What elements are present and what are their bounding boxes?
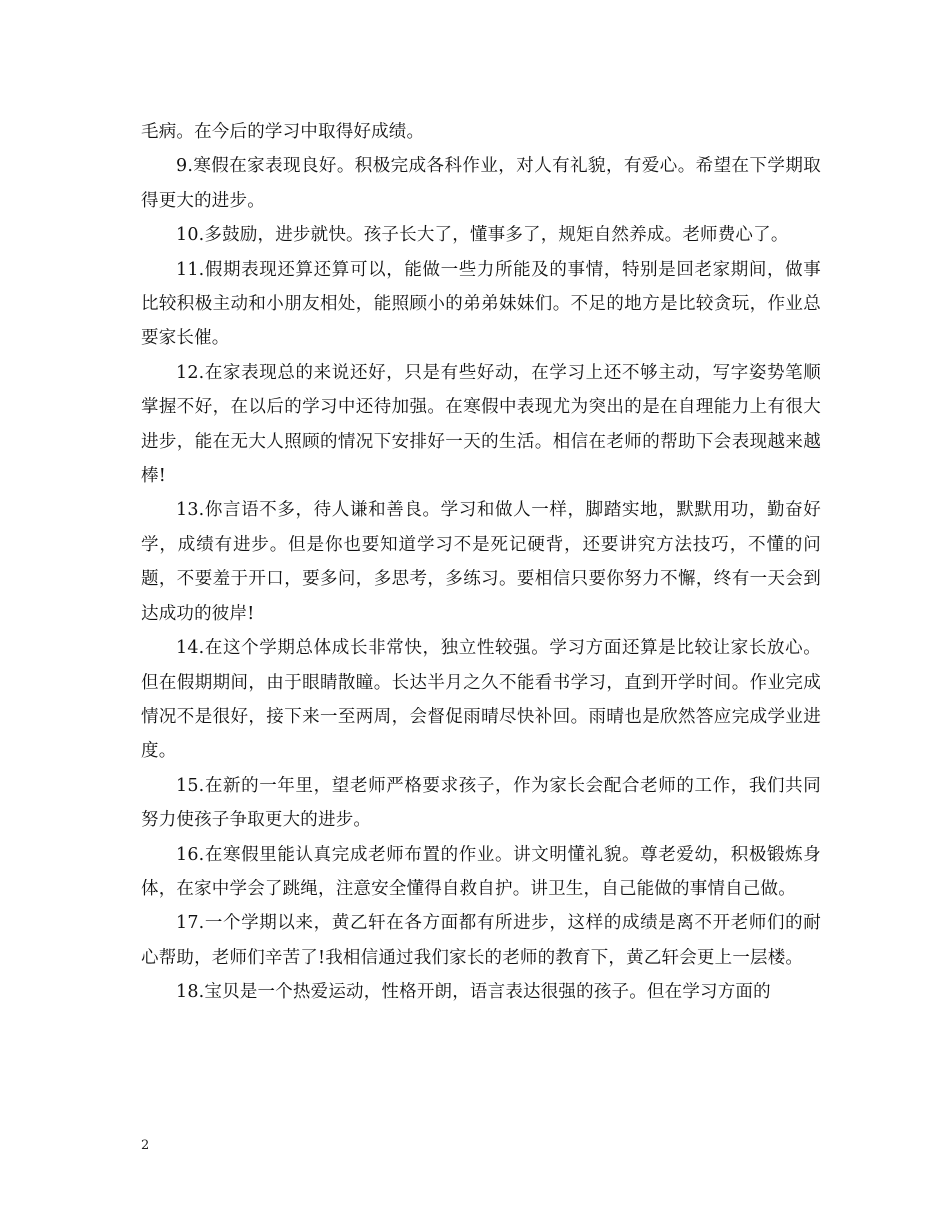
paragraph-item-10: 10.多鼓励，进步就快。孩子长大了，懂事多了，规矩自然养成。老师费心了。: [176, 225, 789, 246]
paragraph-item-16: 16.在寒假里能认真完成老师布置的作业。讲文明懂礼貌。尊老爱幼，积极锻炼身体，在家中学会了跳绳，注意安全懂得自救自护。讲卫生，自己能做的事情自己做。: [141, 844, 821, 899]
paragraph-item-9: 9.寒假在家表现良好。积极完成各科作业，对人有礼貌，有爱心。希望在下学期取得更大的进步。: [141, 156, 821, 211]
document-body: [141, 115, 821, 1010]
page-number: 2: [141, 1138, 150, 1153]
paragraph-item-13: 13.你言语不多，待人谦和善良。学习和做人一样，脚踏实地，默默用功，勤奋好学，成绩有进步。但是你也要知道学习不是死记硬背，还要讲究方法技巧，不懂的问题，不要羞于开口，要多问，多思考，多练习。要相信只要你努力不懈，终有一天会到达成功的彼岸!: [141, 500, 821, 624]
paragraph-item-15: 15.在新的一年里，望老师严格要求孩子，作为家长会配合老师的工作，我们共同努力使孩子争取更大的进步。: [141, 775, 821, 831]
paragraph-item-11: 11.假期表现还算还算可以，能做一些力所能及的事情，特别是回老家期间，做事比较积极主动和小朋友相处，能照顾小的弟弟妹妹们。不足的地方是比较贪玩，作业总要家长催。: [141, 259, 821, 349]
paragraph-item-17: 17.一个学期以来，黄乙轩在各方面都有所进步，这样的成绩是离不开老师们的耐心帮助，老师们辛苦了!我相信通过我们家长的老师的教育下，黄乙轩会更上一层楼。: [141, 913, 821, 968]
paragraph-item-18: 18.宝贝是一个热爱运动，性格开朗，语言表达很强的孩子。但在学习方面的: [176, 982, 771, 1003]
paragraph-item-14: 14.在这个学期总体成长非常快，独立性较强。学习方面还算是比较让家长放心。但在假期期间，由于眼睛散瞳。长达半月之久不能看书学习，直到开学时间。作业完成情况不是很好，接下来一至两周，会督促雨晴尽快补回。雨晴也是欣然答应完成学业进度。: [141, 638, 821, 762]
paragraph-item-12: 12.在家表现总的来说还好，只是有些好动，在学习上还不够主动，写字姿势笔顺掌握不好，在以后的学习中还待加强。在寒假中表现尤为突出的是在自理能力上有很大进步，能在无大人照顾的情况下安排好一天的生活。相信在老师的帮助下会表现越来越棒!: [141, 362, 821, 487]
paragraph-continuation: 毛病。在今后的学习中取得好成绩。: [141, 122, 425, 142]
